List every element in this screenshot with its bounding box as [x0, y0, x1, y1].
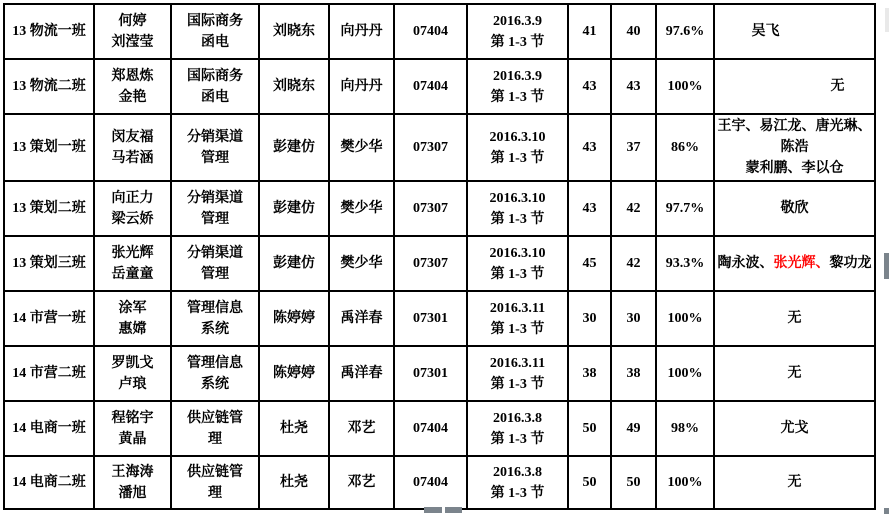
class-cell: 13 物流二班: [4, 59, 94, 114]
recorders-cell: 何婷 刘滢莹: [94, 4, 171, 59]
present-count-cell: 37: [611, 114, 656, 181]
room-code-cell: 07404: [394, 4, 467, 59]
date-session-cell: 2016.3.11 第 1-3 节: [467, 291, 568, 346]
class-cell: 13 策划二班: [4, 181, 94, 236]
inspector-cell: 向丹丹: [329, 4, 394, 59]
present-count-cell: 38: [611, 346, 656, 401]
absent-students-cell: 吴飞: [714, 4, 875, 59]
horizontal-scrollbar-thumb[interactable]: [424, 507, 462, 513]
course-cell: 供应链管 理: [171, 401, 259, 456]
date-session-cell: 2016.3.11 第 1-3 节: [467, 346, 568, 401]
table-row: [4, 346, 875, 401]
teacher-cell: 彭建仿: [259, 236, 329, 291]
teacher-cell: 刘晓东: [259, 59, 329, 114]
expected-count-cell: 43: [568, 181, 611, 236]
teacher-cell: 彭建仿: [259, 114, 329, 181]
teacher-cell: 刘晓东: [259, 4, 329, 59]
course-cell: 分销渠道 管理: [171, 181, 259, 236]
teacher-cell: 杜尧: [259, 456, 329, 509]
course-cell: 国际商务 函电: [171, 59, 259, 114]
expected-count-cell: 43: [568, 59, 611, 114]
absent-students-cell: 无: [714, 291, 875, 346]
present-count-cell: 30: [611, 291, 656, 346]
attendance-rate-cell: 100%: [656, 346, 714, 401]
course-cell: 管理信息 系统: [171, 291, 259, 346]
present-count-cell: 43: [611, 59, 656, 114]
scrollbar-corner[interactable]: [884, 508, 889, 514]
class-cell: 13 策划三班: [4, 236, 94, 291]
recorders-cell: 张光辉 岳童童: [94, 236, 171, 291]
teacher-cell: 杜尧: [259, 401, 329, 456]
date-session-cell: 2016.3.9 第 1-3 节: [467, 4, 568, 59]
teacher-cell: 陈婷婷: [259, 291, 329, 346]
inspector-cell: 向丹丹: [329, 59, 394, 114]
inspector-cell: 禹洋春: [329, 346, 394, 401]
room-code-cell: 07307: [394, 236, 467, 291]
table-row: [4, 236, 875, 291]
room-code-cell: 07307: [394, 181, 467, 236]
date-session-cell: 2016.3.8 第 1-3 节: [467, 456, 568, 509]
table-row: [4, 291, 875, 346]
date-session-cell: 2016.3.10 第 1-3 节: [467, 236, 568, 291]
table-row: [4, 401, 875, 456]
expected-count-cell: 45: [568, 236, 611, 291]
attendance-rate-cell: 97.6%: [656, 4, 714, 59]
vertical-scrollbar-track[interactable]: [885, 8, 889, 32]
absent-students-cell: 无: [714, 346, 875, 401]
table-row: [4, 181, 875, 236]
attendance-rate-cell: 86%: [656, 114, 714, 181]
class-cell: 14 市营二班: [4, 346, 94, 401]
recorders-cell: 闵友福 马若涵: [94, 114, 171, 181]
course-cell: 分销渠道 管理: [171, 236, 259, 291]
expected-count-cell: 38: [568, 346, 611, 401]
attendance-rate-cell: 100%: [656, 291, 714, 346]
attendance-rate-cell: 100%: [656, 59, 714, 114]
inspector-cell: 邓艺: [329, 401, 394, 456]
room-code-cell: 07404: [394, 59, 467, 114]
attendance-rate-cell: 97.7%: [656, 181, 714, 236]
present-count-cell: 49: [611, 401, 656, 456]
recorders-cell: 向正力 梁云娇: [94, 181, 171, 236]
date-session-cell: 2016.3.8 第 1-3 节: [467, 401, 568, 456]
highlighted-student-name: 张光辉、: [773, 256, 830, 271]
date-session-cell: 2016.3.9 第 1-3 节: [467, 59, 568, 114]
attendance-table: [3, 3, 876, 510]
table-row: [4, 4, 875, 59]
attendance-rate-cell: 100%: [656, 456, 714, 509]
inspector-cell: 樊少华: [329, 114, 394, 181]
class-cell: 14 市营一班: [4, 291, 94, 346]
class-cell: 13 物流一班: [4, 4, 94, 59]
recorders-cell: 涂军 惠嫦: [94, 291, 171, 346]
table-row: [4, 59, 875, 114]
absent-students-cell: 陶永波、张光辉、黎功龙: [714, 236, 875, 291]
course-cell: 国际商务 函电: [171, 4, 259, 59]
course-cell: 管理信息 系统: [171, 346, 259, 401]
room-code-cell: 07301: [394, 291, 467, 346]
inspector-cell: 樊少华: [329, 236, 394, 291]
scrollbar-thumb-notch: [442, 507, 445, 513]
absent-students-cell: 敬欣: [714, 181, 875, 236]
recorders-cell: 罗凯戈 卢琅: [94, 346, 171, 401]
expected-count-cell: 50: [568, 401, 611, 456]
absent-students-cell: 无: [714, 59, 875, 114]
present-count-cell: 42: [611, 236, 656, 291]
absent-students-cell: 王宇、易江龙、唐光琳、 陈浩 蒙利鹏、李以仓: [714, 114, 875, 181]
expected-count-cell: 50: [568, 456, 611, 509]
absent-students-cell: 无: [714, 456, 875, 509]
attendance-rate-cell: 98%: [656, 401, 714, 456]
room-code-cell: 07301: [394, 346, 467, 401]
expected-count-cell: 43: [568, 114, 611, 181]
class-cell: 14 电商一班: [4, 401, 94, 456]
recorders-cell: 郑恩炼 金艳: [94, 59, 171, 114]
class-cell: 14 电商二班: [4, 456, 94, 509]
inspector-cell: 樊少华: [329, 181, 394, 236]
expected-count-cell: 41: [568, 4, 611, 59]
inspector-cell: 禹洋春: [329, 291, 394, 346]
date-session-cell: 2016.3.10 第 1-3 节: [467, 114, 568, 181]
present-count-cell: 42: [611, 181, 656, 236]
room-code-cell: 07404: [394, 456, 467, 509]
date-session-cell: 2016.3.10 第 1-3 节: [467, 181, 568, 236]
room-code-cell: 07404: [394, 401, 467, 456]
inspector-cell: 邓艺: [329, 456, 394, 509]
absent-students-cell: 尤戈: [714, 401, 875, 456]
recorders-cell: 王海涛 潘旭: [94, 456, 171, 509]
teacher-cell: 彭建仿: [259, 181, 329, 236]
table-row: [4, 456, 875, 509]
class-cell: 13 策划一班: [4, 114, 94, 181]
course-cell: 分销渠道 管理: [171, 114, 259, 181]
table-row: [4, 114, 875, 181]
course-cell: 供应链管 理: [171, 456, 259, 509]
attendance-rate-cell: 93.3%: [656, 236, 714, 291]
recorders-cell: 程铭宇 黄晶: [94, 401, 171, 456]
present-count-cell: 50: [611, 456, 656, 509]
attendance-table-body: [4, 4, 875, 509]
teacher-cell: 陈婷婷: [259, 346, 329, 401]
vertical-scrollbar-thumb[interactable]: [884, 253, 889, 279]
present-count-cell: 40: [611, 4, 656, 59]
expected-count-cell: 30: [568, 291, 611, 346]
room-code-cell: 07307: [394, 114, 467, 181]
